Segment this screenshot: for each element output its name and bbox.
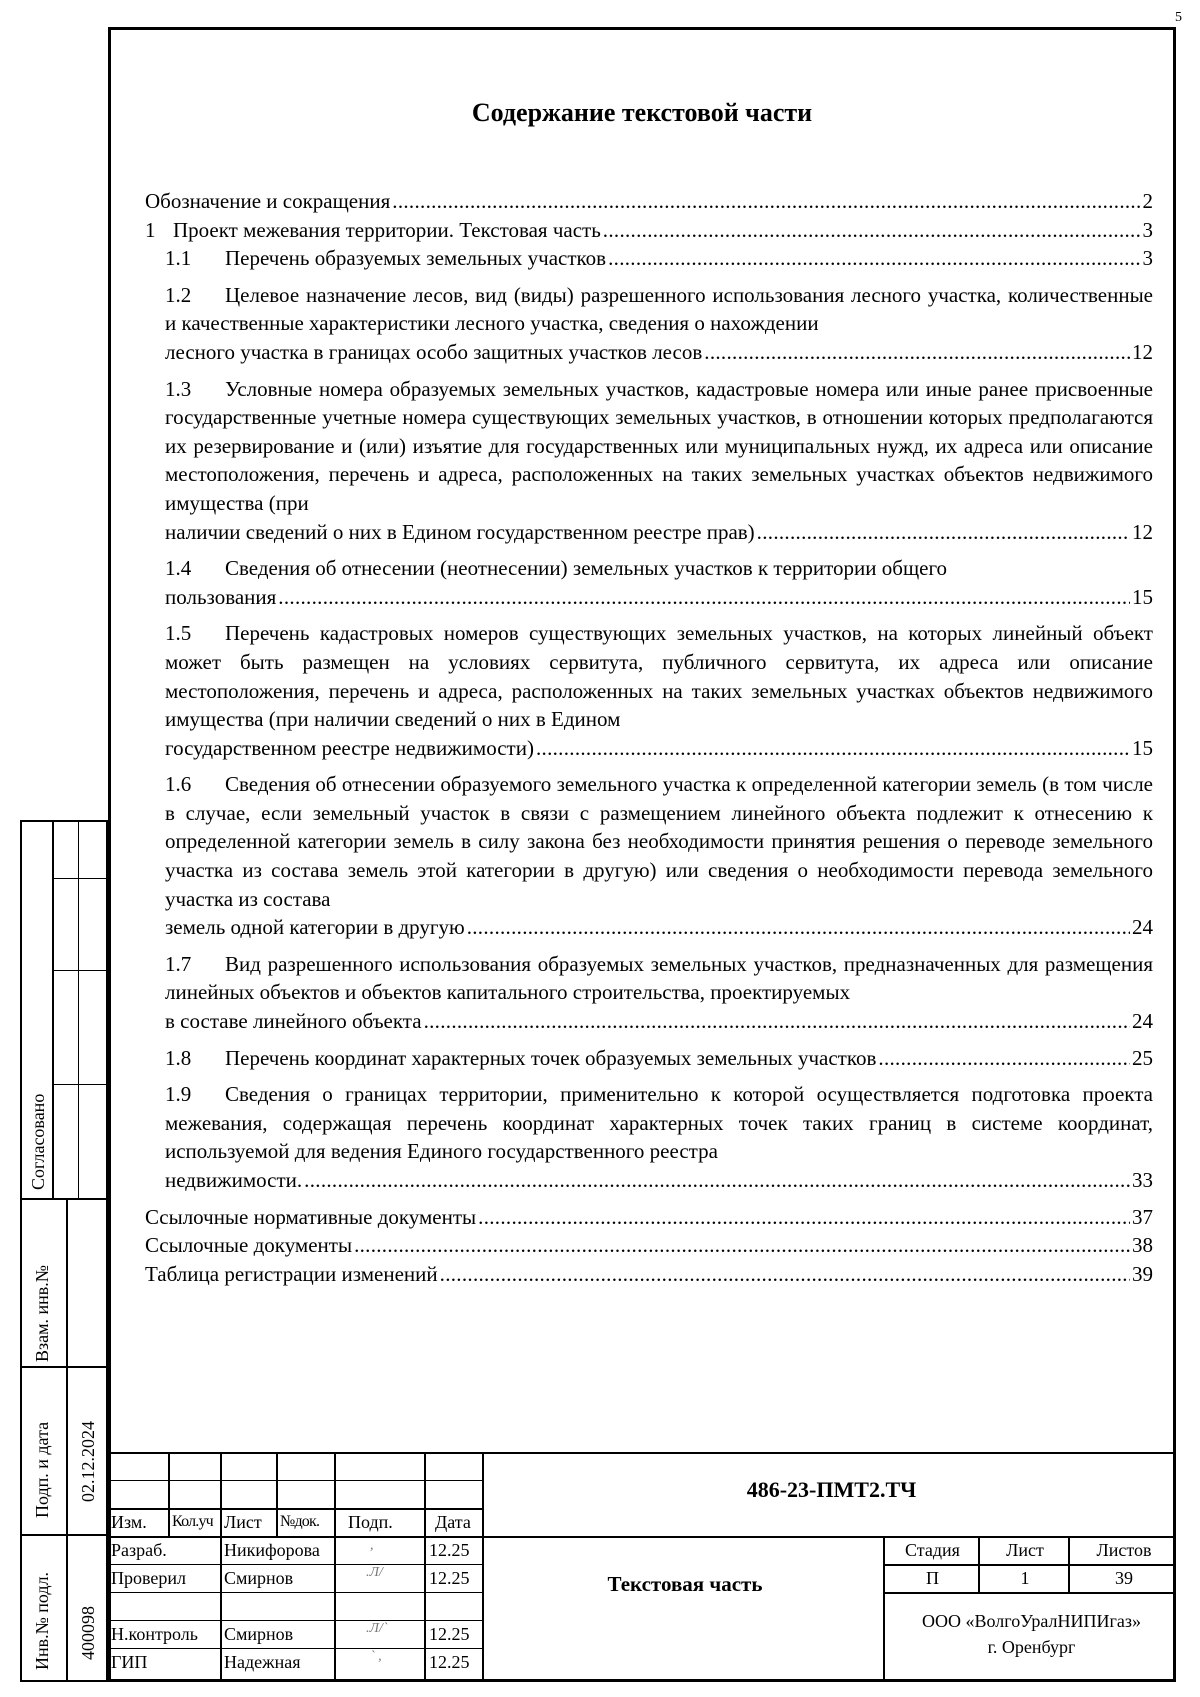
orig-inv-value: 400098 bbox=[78, 1606, 98, 1660]
toc-entry-text: Условные номера образуемых земельных участков, кадастровые номера или иные ранее присвоенные государственные учетные номера существующих земельных участков, в отношении которых предполагаются их резервирование и (или) изъятие для государственных или муниципальных нужд, их адреса или описание местоположения, перечень и адреса, расположенных на таких земельных участках объектов недвижимого имущества (при bbox=[165, 376, 1153, 515]
toc-entry-page: 3 bbox=[1142, 246, 1153, 271]
replace-inv-label: Взам. инв.№ bbox=[32, 1265, 52, 1362]
agreed-label: Согласовано bbox=[28, 1093, 48, 1190]
toc-entry-text-end: государственном реестре недвижимости) bbox=[165, 735, 534, 760]
toc-entry-number: 1.9 bbox=[165, 1082, 192, 1107]
signature-2: .Л/ bbox=[366, 1565, 383, 1580]
sign-date-value: 02.12.2024 bbox=[78, 1421, 98, 1502]
sheet-label: Лист bbox=[1006, 1540, 1044, 1560]
toc-entry[interactable] bbox=[145, 1044, 1153, 1073]
signature-1: , bbox=[370, 1538, 374, 1553]
toc-entry-page: 38 bbox=[1132, 1233, 1153, 1258]
toc-leader-dots bbox=[878, 1044, 1130, 1073]
toc-entry-number: 1.4 bbox=[165, 556, 192, 581]
stamp-name: Надежная bbox=[224, 1652, 301, 1672]
col-kol: Кол.уч bbox=[172, 1513, 213, 1530]
toc-entry-text: Ссылочные нормативные документы bbox=[145, 1204, 477, 1229]
stamp-name: Никифорова bbox=[224, 1540, 320, 1560]
stamp-date: 12.25 bbox=[429, 1652, 470, 1672]
col-date: Дата bbox=[435, 1512, 471, 1532]
toc-leader-dots bbox=[304, 1166, 1130, 1195]
toc-entry-page: 15 bbox=[1132, 735, 1153, 760]
toc-entry[interactable] bbox=[145, 950, 1153, 1036]
stage-label: Стадия bbox=[905, 1540, 960, 1560]
toc-entry[interactable] bbox=[145, 1203, 1153, 1232]
sheets-label: Листов bbox=[1096, 1540, 1152, 1560]
toc-entry-text-end: лесного участка в границах особо защитных участков лесов bbox=[165, 339, 703, 364]
toc-entry-text: Целевое назначение лесов, вид (виды) разрешенного использования лесного участка, количественные и качественные характеристики лесного участка, сведения о нахождении bbox=[165, 282, 1153, 336]
toc-entry-page: 15 bbox=[1132, 584, 1153, 609]
toc-entry-number: 1.6 bbox=[165, 772, 192, 797]
toc-entry-page: 3 bbox=[1142, 217, 1153, 242]
toc-entry-number: 1.8 bbox=[165, 1045, 192, 1070]
toc-leader-dots bbox=[424, 1007, 1130, 1036]
sheet-value: 1 bbox=[1020, 1568, 1030, 1588]
stamp-name: Смирнов bbox=[224, 1568, 294, 1588]
replace-inv-block bbox=[20, 1198, 108, 1368]
toc-entry[interactable] bbox=[145, 375, 1153, 547]
org-name: ООО «ВолгоУралНИПИгаз» bbox=[922, 1611, 1141, 1631]
toc-entry-text: Проект межевания территории. Текстовая часть bbox=[173, 217, 601, 242]
toc-entry-page: 25 bbox=[1132, 1045, 1153, 1070]
sign-date-label: Подп. и дата bbox=[32, 1421, 52, 1518]
toc-entry-page: 12 bbox=[1132, 519, 1153, 544]
toc-entry-text-end: в составе линейного объекта bbox=[165, 1009, 422, 1034]
page-title: Содержание текстовой части bbox=[471, 98, 813, 127]
stamp-role: Проверил bbox=[111, 1568, 186, 1588]
toc-leader-dots bbox=[704, 338, 1130, 367]
toc-leader-dots bbox=[467, 913, 1130, 942]
toc-leader-dots bbox=[354, 1231, 1130, 1260]
toc-entry-text-end: земель одной категории в другую bbox=[165, 915, 465, 940]
toc-entry[interactable] bbox=[145, 770, 1153, 942]
col-izm: Изм. bbox=[111, 1512, 147, 1532]
orig-inv-block bbox=[20, 1534, 108, 1682]
toc-entry-text: Сведения об отнесении образуемого земельного участка к определенной категории земель (в том числе в случае, если земельный участок в связи с размещением линейного объекта подлежит к отнесению к определенной категории земель в силу закона без необходимости принятия решения о переводе земельного участка из состава земель этой категории в другую) или сведения о необходимости перевода земельного участка из состава bbox=[165, 772, 1153, 911]
toc-entry-page: 2 bbox=[1142, 189, 1153, 213]
toc-leader-dots bbox=[608, 244, 1140, 273]
doc-code: 486-23-ПМТ2.ТЧ bbox=[746, 1477, 917, 1502]
toc-entry[interactable] bbox=[145, 619, 1153, 762]
toc-leader-dots bbox=[392, 187, 1140, 216]
toc-entry-text: Ссылочные документы bbox=[145, 1233, 353, 1258]
toc-entry-text: Таблица регистрации изменений bbox=[145, 1261, 438, 1286]
toc-leader-dots bbox=[440, 1260, 1130, 1289]
table-of-contents bbox=[145, 187, 1153, 1288]
sign-date-block bbox=[20, 1366, 108, 1536]
toc-entry-text-end: недвижимости. bbox=[165, 1168, 303, 1192]
toc-entry[interactable] bbox=[145, 554, 1153, 611]
toc-entry-text: Сведения о границах территории, применительно к которой осуществляется подготовка проекта межевания, содержащая перечень координат характерных точек таких границ в системе координат, используемой для ведения Единого государственного реестра bbox=[165, 1082, 1153, 1164]
toc-leader-dots bbox=[757, 518, 1130, 547]
toc-entry-page: 24 bbox=[1132, 915, 1153, 940]
toc-entry-page: 24 bbox=[1132, 1009, 1153, 1034]
toc-entry[interactable] bbox=[145, 216, 1153, 245]
toc-entry[interactable] bbox=[145, 1260, 1153, 1289]
col-ndok: №док. bbox=[280, 1513, 320, 1530]
toc-leader-dots bbox=[278, 583, 1130, 612]
toc-entry-page: 39 bbox=[1132, 1261, 1153, 1286]
toc-entry-text-end: наличии сведений о них в Едином государственном реестре прав) bbox=[165, 519, 755, 544]
toc-entry-text: Вид разрешенного использования образуемых земельных участков, предназначенных для размещения линейных объектов и объектов капитального строительства, проектируемых bbox=[165, 951, 1153, 1005]
toc-entry[interactable] bbox=[145, 281, 1153, 367]
stamp-name: Смирнов bbox=[224, 1624, 294, 1644]
toc-leader-dots bbox=[603, 216, 1141, 245]
toc-entry-number: 1.7 bbox=[165, 951, 192, 976]
agreed-block bbox=[20, 820, 108, 1200]
stage-value: П bbox=[926, 1568, 939, 1588]
page-number: 5 bbox=[1175, 10, 1182, 25]
stamp-date: 12.25 bbox=[429, 1540, 470, 1560]
stamp-role: ГИП bbox=[111, 1652, 148, 1672]
toc-entry[interactable] bbox=[145, 1080, 1153, 1194]
toc-entry[interactable] bbox=[145, 1231, 1153, 1260]
title-block bbox=[108, 1452, 1176, 1682]
orig-inv-label: Инв.№ подл. bbox=[32, 1571, 52, 1670]
toc-entry-text: Перечень координат характерных точек образуемых земельных участков bbox=[225, 1045, 877, 1070]
col-podp: Подп. bbox=[348, 1512, 393, 1532]
toc-entry-number: 1.3 bbox=[165, 376, 192, 401]
toc-entry-text: Сведения об отнесении (неотнесении) земельных участков к территории общего bbox=[225, 556, 948, 581]
toc-entry-page: 12 bbox=[1132, 339, 1153, 364]
doc-title: Текстовая часть bbox=[607, 1572, 763, 1596]
col-list: Лист bbox=[224, 1512, 262, 1532]
toc-leader-dots bbox=[478, 1203, 1130, 1232]
stamp-role: Н.контроль bbox=[111, 1624, 199, 1644]
toc-entry-text: Перечень кадастровых номеров существующих земельных участков, на которых линейный объект может быть размещен на условиях сервитута, публичного сервитута, их адреса или описание местоположения, перечень и адреса, расположенных на таких земельных участках объектов недвижимого имущества (при наличии сведений о них в Едином bbox=[165, 621, 1153, 732]
signature-4: .Л/` bbox=[366, 1621, 388, 1636]
toc-entry-number: 1.2 bbox=[165, 282, 192, 307]
toc-entry-text: Обозначение и сокращения bbox=[145, 189, 391, 213]
org-city: г. Оренбург bbox=[987, 1637, 1076, 1657]
toc-entry[interactable] bbox=[145, 244, 1153, 273]
toc-entry-number: 1 bbox=[145, 217, 156, 242]
toc-entry-page: 37 bbox=[1132, 1204, 1153, 1229]
stamp-role: Разраб. bbox=[111, 1540, 167, 1560]
toc-entry-page: 33 bbox=[1132, 1168, 1153, 1192]
sheets-value: 39 bbox=[1115, 1568, 1133, 1588]
toc-entry-number: 1.1 bbox=[165, 246, 192, 271]
stamp-date: 12.25 bbox=[429, 1568, 470, 1588]
toc-entry[interactable] bbox=[145, 187, 1153, 216]
toc-leader-dots bbox=[536, 734, 1130, 763]
signature-5: ` , bbox=[370, 1649, 382, 1664]
toc-entry-text-end: пользования bbox=[165, 584, 277, 609]
stamp-date: 12.25 bbox=[429, 1624, 470, 1644]
toc-entry-text: Перечень образуемых земельных участков bbox=[225, 246, 607, 271]
toc-entry-number: 1.5 bbox=[165, 621, 192, 646]
